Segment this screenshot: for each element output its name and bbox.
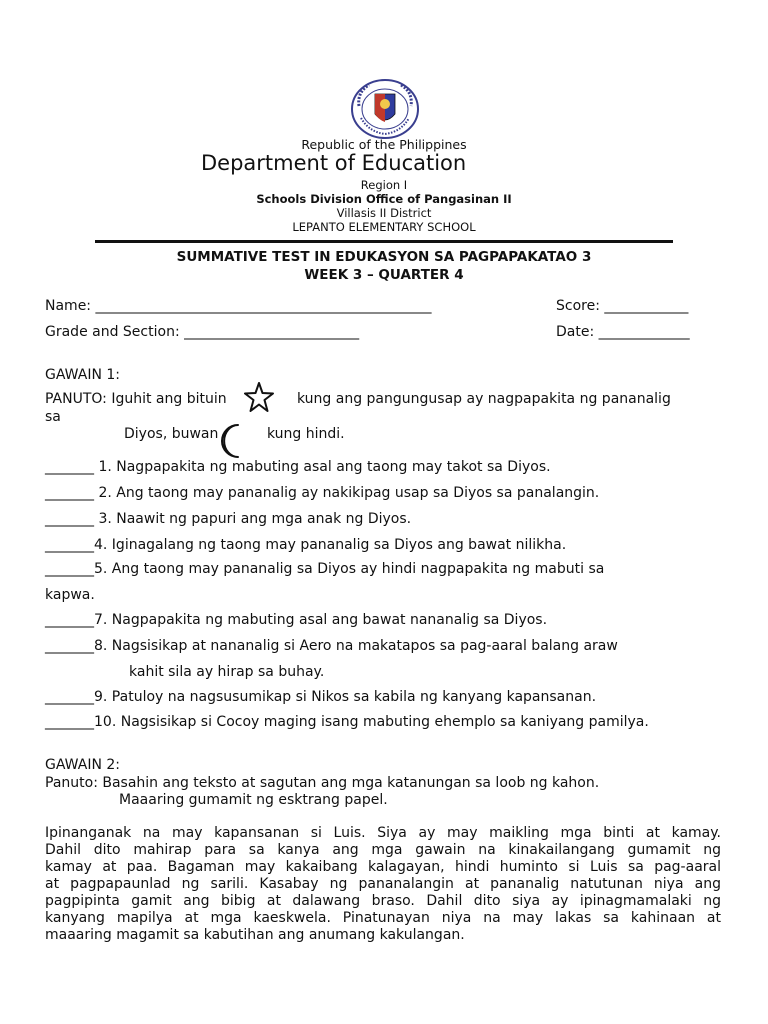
moon-icon bbox=[218, 423, 244, 459]
gawain2-panuto-line1: Panuto: Basahin ang teksto at sagutan ang mga katanungan sa loob ng kahon. bbox=[45, 775, 600, 791]
test-title: SUMMATIVE TEST IN EDUKASYON SA PAGPAPAKATAO 3 bbox=[176, 249, 592, 265]
department-title: Department of Education bbox=[201, 151, 467, 175]
header-divider bbox=[95, 240, 673, 243]
deped-seal-logo bbox=[349, 78, 421, 140]
gawain1-item-2: _______ 2. Ang taong may pananalig ay nakikipag usap sa Diyos sa panalangin. bbox=[45, 485, 600, 501]
grade-section-field: Grade and Section: _________________________ bbox=[45, 324, 360, 340]
gawain1-panuto-part2: kung ang pangungusap ay nagpapakita ng pananalig bbox=[297, 391, 671, 407]
date-field: Date: _____________ bbox=[556, 324, 690, 340]
score-field: Score: ____________ bbox=[556, 298, 689, 314]
district-text: Villasis II District bbox=[336, 206, 432, 220]
passage-line-5: pagpipinta gamit ang bibig at dalawang braso. Dahil dito siya ay ipinagmamalaki ng bbox=[45, 893, 721, 909]
region-text: Region I bbox=[360, 178, 408, 192]
gawain1-item-10: _______10. Nagsisikap si Cocoy maging isang mabuting ehemplo sa kaniyang pamilya. bbox=[45, 714, 649, 730]
republic-text: Republic of the Philippines bbox=[301, 137, 467, 152]
name-field: Name: ________________________________________________ bbox=[45, 298, 432, 314]
gawain1-panuto-part4: Diyos, buwan bbox=[124, 426, 219, 442]
gawain1-item-8-continued: kahit sila ay hirap sa buhay. bbox=[129, 664, 325, 680]
gawain1-item-5: _______5. Ang taong may pananalig sa Diyos ay hindi nagpapakita ng mabuti sa bbox=[45, 561, 605, 577]
gawain1-item-1: _______ 1. Nagpapakita ng mabuting asal ang taong may takot sa Diyos. bbox=[45, 459, 551, 475]
gawain1-heading: GAWAIN 1: bbox=[45, 367, 120, 383]
passage-line-3: kamay at paa. Bagaman may kakaibang kalagayan, hindi huminto si Luis sa pag-aaral bbox=[45, 859, 721, 875]
gawain1-item-7: _______7. Nagpapakita ng mabuting asal ang bawat nananalig sa Diyos. bbox=[45, 612, 548, 628]
gawain1-item-8: _______8. Nagsisikap at nananalig si Aero na makatapos sa pag-aaral balang araw bbox=[45, 638, 618, 654]
passage-line-1: Ipinanganak na may kapansanan si Luis. Siya ay may maikling mga binti at kamay. bbox=[45, 825, 721, 841]
passage-line-2: Dahil dito mahirap para sa kanya ang mga gawain na kinakailangang gumamit ng bbox=[45, 842, 721, 858]
gawain1-panuto-part3: sa bbox=[45, 409, 61, 425]
gawain2-panuto-line2: Maaaring gumamit ng esktrang papel. bbox=[119, 792, 388, 808]
gawain1-item-5-continued: kapwa. bbox=[45, 587, 95, 603]
gawain1-item-3: _______ 3. Naawit ng papuri ang mga anak ng Diyos. bbox=[45, 511, 412, 527]
passage-line-7: maaaring magamit sa kabutihan ang anumang kakulangan. bbox=[45, 927, 465, 943]
school-text: LEPANTO ELEMENTARY SCHOOL bbox=[292, 220, 476, 234]
star-icon bbox=[244, 381, 274, 413]
gawain1-item-4: _______4. Iginagalang ng taong may pananalig sa Diyos ang bawat nilikha. bbox=[45, 537, 567, 553]
division-text: Schools Division Office of Pangasinan II bbox=[256, 192, 512, 206]
passage-line-4: at pagpapaunlad ng sarili. Kasabay ng pananalangin at pananalig natutunan niya ang bbox=[45, 876, 721, 892]
gawain1-item-9: _______9. Patuloy na nagsusumikap si Nikos sa kabila ng kanyang kapansanan. bbox=[45, 689, 597, 705]
gawain2-heading: GAWAIN 2: bbox=[45, 757, 120, 773]
week-quarter-title: WEEK 3 – QUARTER 4 bbox=[304, 267, 464, 283]
passage-line-6: kanyang mapilya at mga kaeskwela. Pinatunayan niya na may lakas sa kahinaan at bbox=[45, 910, 721, 926]
gawain1-panuto-part1: PANUTO: Iguhit ang bituin bbox=[45, 391, 227, 407]
gawain1-panuto-part5: kung hindi. bbox=[267, 426, 345, 442]
